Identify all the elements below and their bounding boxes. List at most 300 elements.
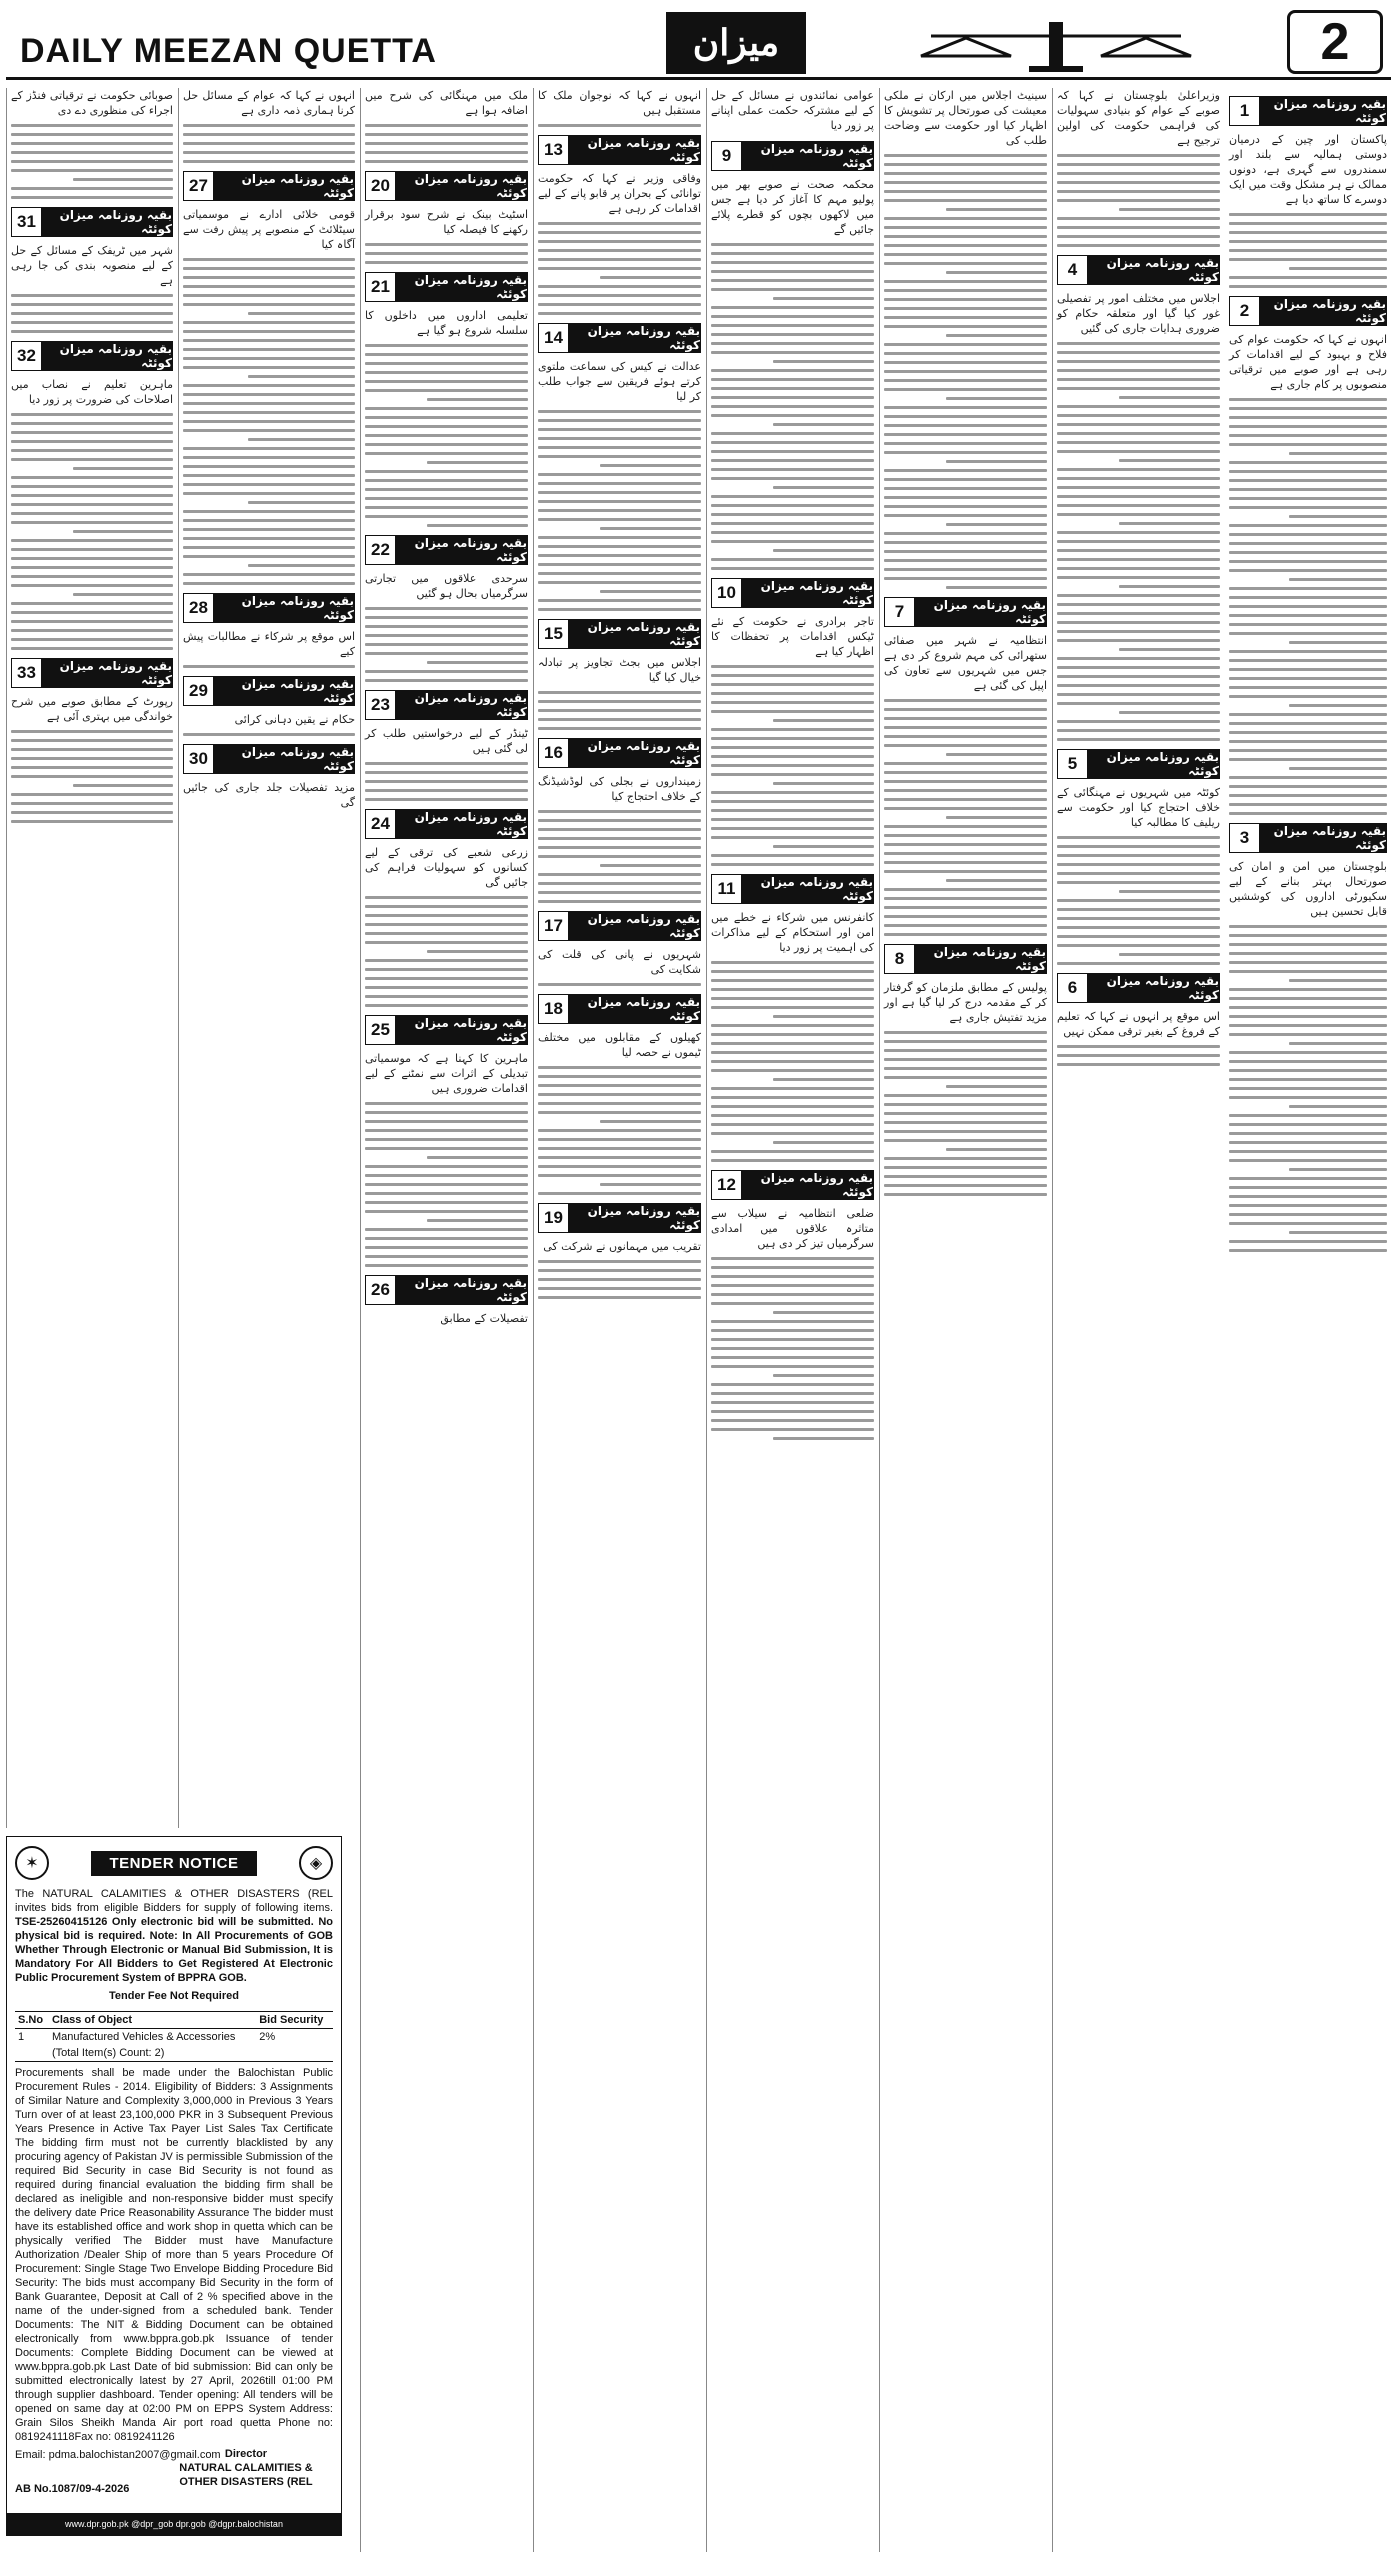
- article-text: [884, 633, 1047, 936]
- continuation-header-12: [711, 1170, 874, 1200]
- tender-email: Email: pdma.balochistan2007@gmail.com: [15, 2449, 221, 2461]
- text-line: [711, 351, 874, 354]
- text-line: [711, 315, 874, 318]
- text-line: [711, 1150, 874, 1153]
- text-line: [1057, 675, 1220, 678]
- text-line: [884, 433, 1047, 436]
- article-first-line: سینیٹ اجلاس میں ارکان نے ملکی معیشت کی صورتحال پر تشویش کا اظہار کیا اور حکومت سے وضاحت طلب کی: [884, 89, 1047, 147]
- text-line: [538, 231, 701, 234]
- text-line: [884, 190, 1047, 193]
- continuation-label: بقیہ روزنامہ میزان کوئٹہ: [396, 273, 527, 301]
- text-line: [11, 548, 173, 551]
- text-line: [711, 1042, 874, 1045]
- text-line: [884, 825, 1047, 828]
- tender-notice: [6, 1836, 342, 2536]
- text-line: [773, 1437, 874, 1440]
- text-line: [1229, 443, 1387, 446]
- text-line: [1229, 1222, 1387, 1225]
- column-5: [533, 88, 705, 2552]
- text-line: [365, 941, 528, 944]
- article-text: [538, 947, 701, 986]
- text-line: [946, 334, 1047, 337]
- text-lines: [711, 665, 874, 866]
- continuation-header-7: [884, 597, 1047, 627]
- text-line: [884, 280, 1047, 283]
- article-text: [538, 655, 701, 730]
- text-line: [1229, 1123, 1387, 1126]
- text-line: [946, 879, 1047, 882]
- text-line: [1289, 767, 1387, 770]
- text-line: [884, 424, 1047, 427]
- text-line: [884, 253, 1047, 256]
- tender-signature: Director NATURAL CALAMITIES & OTHER DISASTERS (REL: [179, 2448, 313, 2488]
- article-text: [365, 571, 528, 682]
- article-text: [1229, 132, 1387, 288]
- text-line: [538, 828, 701, 831]
- continuation-header-10: [711, 578, 874, 608]
- text-line: [183, 151, 355, 154]
- text-line: [1229, 1078, 1387, 1081]
- continuation-label: بقیہ روزنامہ میزان کوئٹہ: [1088, 750, 1219, 778]
- text-line: [1057, 423, 1220, 426]
- text-line: [711, 522, 874, 525]
- text-line: [427, 1219, 528, 1222]
- text-line: [365, 252, 528, 255]
- text-line: [884, 726, 1047, 729]
- text-lines: [538, 983, 701, 986]
- text-line: [365, 1255, 528, 1258]
- text-lines: [538, 124, 701, 127]
- text-line: [183, 546, 355, 549]
- text-line: [711, 279, 874, 282]
- text-line: [538, 900, 701, 903]
- text-line: [1057, 441, 1220, 444]
- continuation-label: بقیہ روزنامہ میزان کوئٹہ: [569, 1204, 700, 1232]
- article-text: [884, 88, 1047, 589]
- text-line: [884, 1031, 1047, 1034]
- text-line: [11, 133, 173, 136]
- continuation-number: 31: [12, 208, 42, 236]
- article-first-line: قومی خلائی ادارے نے موسمیاتی سیٹلائٹ کے منصوبے پر پیش رفت سے آگاہ کیا: [183, 208, 355, 251]
- text-line: [1229, 722, 1387, 725]
- text-line: [711, 961, 874, 964]
- article-first-line: رپورٹ کے مطابق صوبے میں شرح خواندگی میں بہتری آئی ہے: [11, 695, 173, 723]
- text-line: [711, 558, 874, 561]
- newspaper-title: DAILY MEEZAN QUETTA: [20, 32, 437, 70]
- text-line: [1229, 231, 1387, 234]
- text-line: [365, 652, 528, 655]
- text-line: [1229, 249, 1387, 252]
- continuation-header-28: [183, 593, 355, 623]
- continuation-number: 14: [539, 324, 569, 352]
- text-line: [248, 312, 355, 315]
- text-line: [183, 258, 355, 261]
- text-line: [1229, 560, 1387, 563]
- article-first-line: ملک میں مہنگائی کی شرح میں اضافہ ہوا ہے: [365, 89, 528, 117]
- text-line: [365, 959, 528, 962]
- text-line: [11, 757, 173, 760]
- text-line: [1057, 962, 1220, 965]
- text-line: [1229, 623, 1387, 626]
- text-line: [884, 577, 1047, 580]
- text-line: [11, 294, 173, 297]
- text-line: [365, 151, 528, 154]
- text-line: [538, 700, 701, 703]
- text-line: [538, 222, 701, 225]
- text-line: [538, 240, 701, 243]
- text-line: [884, 915, 1047, 918]
- text-line: [1229, 686, 1387, 689]
- article-text: [711, 1206, 874, 1440]
- text-line: [884, 1067, 1047, 1070]
- continuation-number: 4: [1058, 256, 1088, 284]
- text-line: [365, 416, 528, 419]
- text-line: [884, 298, 1047, 301]
- text-line: [1057, 378, 1220, 381]
- text-line: [538, 491, 701, 494]
- text-line: [946, 208, 1047, 211]
- text-line: [884, 316, 1047, 319]
- text-line: [1057, 558, 1220, 561]
- text-line: [1229, 713, 1387, 716]
- continuation-label: بقیہ روزنامہ میزان کوئٹہ: [569, 995, 700, 1023]
- text-line: [711, 1159, 874, 1162]
- text-line: [884, 717, 1047, 720]
- text-line: [884, 541, 1047, 544]
- continuation-label: بقیہ روزنامہ میزان کوئٹہ: [396, 1276, 527, 1304]
- text-line: [11, 539, 173, 542]
- text-line: [1057, 486, 1220, 489]
- article-first-line: ماہرین کا کہنا ہے کہ موسمیاتی تبدیلی کے اثرات سے نمٹنے کے لیے اقدامات ضروری ہیں: [365, 1052, 528, 1095]
- text-line: [711, 1383, 874, 1386]
- text-line: [365, 634, 528, 637]
- text-line: [1229, 479, 1387, 482]
- article-first-line: انہوں نے کہا کہ حکومت عوام کی فلاح و بہبود کے لیے اقدامات کر رہی ہے اور صوبے میں ترقیاتی منصوبوں پر کام جاری ہے: [1229, 333, 1387, 391]
- continuation-label: بقیہ روزنامہ میزان کوئٹہ: [1260, 297, 1386, 325]
- text-line: [711, 459, 874, 462]
- text-line: [884, 343, 1047, 346]
- text-line: [884, 415, 1047, 418]
- text-line: [711, 261, 874, 264]
- text-line: [365, 1174, 528, 1177]
- article-first-line: حکام نے یقین دہانی کرائی: [234, 713, 355, 726]
- text-line: [711, 1401, 874, 1404]
- text-line: [1057, 872, 1220, 875]
- continuation-number: 15: [539, 620, 569, 648]
- text-line: [1229, 605, 1387, 608]
- text-line: [884, 559, 1047, 562]
- article-text: [711, 177, 874, 570]
- text-line: [1057, 845, 1220, 848]
- text-line: [884, 870, 1047, 873]
- text-line: [11, 440, 173, 443]
- text-line: [183, 357, 355, 360]
- text-line: [1229, 952, 1387, 955]
- continuation-number: 29: [184, 677, 214, 705]
- text-lines: [884, 699, 1047, 936]
- continuation-header-21: [365, 272, 528, 302]
- continuation-label: بقیہ روزنامہ میزان کوئٹہ: [1088, 974, 1219, 1002]
- continuation-number: 22: [366, 536, 396, 564]
- text-lines: [11, 124, 173, 199]
- text-line: [1229, 1150, 1387, 1153]
- continuation-label: بقیہ روزنامہ میزان کوئٹہ: [42, 659, 172, 687]
- text-line: [1229, 488, 1387, 491]
- text-line: [1229, 1177, 1387, 1180]
- article-text: [11, 243, 173, 333]
- text-line: [884, 843, 1047, 846]
- text-line: [538, 294, 701, 297]
- tender-items-table: [15, 2011, 333, 2062]
- text-line: [1057, 181, 1220, 184]
- text-line: [183, 303, 355, 306]
- article-first-line: کوئٹہ میں شہریوں نے مہنگائی کے خلاف احتجاج کیا اور حکومت سے ریلیف کا مطالبہ کیا: [1057, 786, 1220, 829]
- text-line: [183, 733, 355, 736]
- text-line: [365, 789, 528, 792]
- continuation-label: بقیہ روزنامہ میزان کوئٹہ: [396, 172, 527, 200]
- text-line: [1057, 612, 1220, 615]
- text-line: [11, 151, 173, 154]
- text-line: [884, 181, 1047, 184]
- text-line: [711, 432, 874, 435]
- text-line: [711, 540, 874, 543]
- text-lines: [183, 733, 355, 736]
- column-6: [360, 88, 532, 2552]
- continuation-label: بقیہ روزنامہ میزان کوئٹہ: [569, 324, 700, 352]
- text-line: [1057, 405, 1220, 408]
- article-text: [711, 88, 874, 133]
- article-first-line: زرعی شعبے کی ترقی کے لیے کسانوں کو سہولیات فراہم کی جائیں گی: [365, 846, 528, 889]
- text-line: [1229, 695, 1387, 698]
- text-line: [538, 819, 701, 822]
- text-line: [711, 441, 874, 444]
- text-line: [884, 451, 1047, 454]
- text-line: [1229, 533, 1387, 536]
- table-header-row: [15, 2012, 333, 2029]
- text-line: [1057, 702, 1220, 705]
- text-line: [1229, 1051, 1387, 1054]
- text-line: [1057, 908, 1220, 911]
- article-first-line: صوبائی حکومت نے ترقیاتی فنڈز کے اجراء کی منظوری دے دی: [11, 89, 173, 117]
- continuation-header-4: [1057, 255, 1220, 285]
- article-first-line: تاجر برادری نے حکومت کے نئے ٹیکس اقدامات پر تحفظات کا اظہار کیا ہے: [711, 615, 874, 658]
- text-line: [1229, 925, 1387, 928]
- text-line: [773, 1311, 874, 1314]
- text-line: [11, 431, 173, 434]
- table-row: 1 Manufactured Vehicles & Accessories 2%: [18, 2031, 276, 2043]
- text-line: [365, 261, 528, 264]
- article-text: [365, 308, 528, 527]
- text-line: [365, 780, 528, 783]
- text-line: [884, 1157, 1047, 1160]
- text-line: [11, 730, 173, 733]
- text-line: [538, 1278, 701, 1281]
- text-line: [183, 142, 355, 145]
- text-line: [538, 1165, 701, 1168]
- text-line: [1229, 276, 1387, 279]
- text-line: [11, 793, 173, 796]
- text-line: [365, 670, 528, 673]
- text-lines: [1057, 1045, 1220, 1066]
- text-line: [1057, 450, 1220, 453]
- text-line: [183, 393, 355, 396]
- text-line: [1229, 785, 1387, 788]
- text-line: [1057, 154, 1220, 157]
- text-line: [73, 467, 173, 470]
- article-text: [538, 1030, 701, 1195]
- text-line: [600, 1183, 701, 1186]
- text-line: [1057, 244, 1220, 247]
- continuation-number: 12: [712, 1171, 742, 1199]
- article-first-line: ضلعی انتظامیہ نے سیلاب سے متاثرہ علاقوں میں امدادی سرگرمیاں تیز کر دی ہیں: [711, 1207, 874, 1250]
- text-line: [711, 773, 874, 776]
- text-line: [365, 443, 528, 446]
- text-line: [884, 262, 1047, 265]
- text-line: [884, 888, 1047, 891]
- text-line: [1057, 863, 1220, 866]
- text-line: [711, 1266, 874, 1269]
- text-line: [73, 784, 173, 787]
- text-line: [183, 276, 355, 279]
- text-line: [1229, 1114, 1387, 1117]
- text-lines: [538, 222, 701, 315]
- text-lines: [538, 810, 701, 903]
- text-line: [711, 1114, 874, 1117]
- continuation-label: بقیہ روزنامہ میزان کوئٹہ: [915, 945, 1046, 973]
- text-line: [365, 679, 528, 682]
- text-line: [183, 294, 355, 297]
- text-line: [538, 599, 701, 602]
- article-first-line: تعلیمی اداروں میں داخلوں کا سلسلہ شروع ہو گیا ہے: [365, 309, 528, 337]
- text-line: [538, 473, 701, 476]
- continuation-number: 10: [712, 579, 742, 607]
- text-line: [711, 836, 874, 839]
- text-line: [365, 488, 528, 491]
- text-line: [11, 422, 173, 425]
- text-line: [365, 896, 528, 899]
- text-line: [1057, 226, 1220, 229]
- text-line: [538, 882, 701, 885]
- text-lines: [365, 344, 528, 527]
- text-line: [365, 407, 528, 410]
- text-line: [884, 1112, 1047, 1115]
- text-line: [946, 1085, 1047, 1088]
- text-lines: [365, 1102, 528, 1267]
- text-line: [1229, 961, 1387, 964]
- tender-fee: Tender Fee Not Required: [109, 1990, 239, 2002]
- continuation-header-27: [183, 171, 355, 201]
- column-4: [706, 88, 878, 2552]
- text-lines: [711, 1257, 874, 1440]
- text-line: [1229, 943, 1387, 946]
- text-line: [773, 782, 874, 785]
- text-line: [183, 420, 355, 423]
- continuation-number: 19: [539, 1204, 569, 1232]
- article-first-line: اس موقع پر شرکاء نے مطالبات پیش کیے: [183, 630, 355, 658]
- text-line: [365, 425, 528, 428]
- text-line: [365, 362, 528, 365]
- text-line: [183, 483, 355, 486]
- text-line: [711, 979, 874, 982]
- text-line: [365, 1111, 528, 1114]
- text-line: [11, 748, 173, 751]
- text-line: [711, 1365, 874, 1368]
- continuation-number: 25: [366, 1016, 396, 1044]
- continuation-number: 33: [12, 659, 42, 687]
- text-line: [183, 133, 355, 136]
- text-line: [11, 521, 173, 524]
- continuation-number: 11: [712, 875, 742, 903]
- text-line: [711, 800, 874, 803]
- continuation-number: 26: [366, 1276, 396, 1304]
- text-line: [11, 611, 173, 614]
- continuation-number: 27: [184, 172, 214, 200]
- text-line: [183, 573, 355, 576]
- text-line: [1119, 953, 1220, 956]
- column-1: [1225, 88, 1391, 2552]
- text-line: [1229, 1069, 1387, 1072]
- text-lines: [365, 896, 528, 1007]
- text-line: [1229, 551, 1387, 554]
- text-line: [1057, 369, 1220, 372]
- text-line: [1057, 630, 1220, 633]
- article-text: [183, 712, 355, 736]
- text-line: [538, 446, 701, 449]
- text-line: [1229, 650, 1387, 653]
- text-line: [365, 1120, 528, 1123]
- text-line: [711, 746, 874, 749]
- continuation-label: بقیہ روزنامہ میزان کوئٹہ: [742, 142, 873, 170]
- text-line: [884, 478, 1047, 481]
- text-line: [11, 494, 173, 497]
- continuation-number: 21: [366, 273, 396, 301]
- text-line: [884, 807, 1047, 810]
- text-line: [1057, 360, 1220, 363]
- text-line: [1057, 190, 1220, 193]
- text-line: [711, 665, 874, 668]
- text-line: [538, 810, 701, 813]
- text-line: [1229, 632, 1387, 635]
- text-line: [1229, 398, 1387, 401]
- text-line: [1119, 648, 1220, 651]
- continuation-label: بقیہ روزنامہ میزان کوئٹہ: [742, 875, 873, 903]
- continuation-number: 20: [366, 172, 396, 200]
- article-first-line: پاکستان اور چین کے درمیان دوستی ہمالیہ سے بلند اور سمندروں سے گہری ہے، دونوں ممالک نے ہر مشکل وقت میں ایک دوسرے کا ساتھ دیا ہے: [1229, 133, 1387, 206]
- text-line: [773, 845, 874, 848]
- text-line: [1057, 163, 1220, 166]
- text-line: [600, 276, 701, 279]
- article-text: [11, 377, 173, 650]
- text-line: [183, 366, 355, 369]
- text-line: [711, 764, 874, 767]
- text-line: [538, 855, 701, 858]
- text-line: [538, 608, 701, 611]
- text-line: [365, 771, 528, 774]
- text-line: [1229, 407, 1387, 410]
- text-line: [1229, 285, 1387, 288]
- text-line: [11, 739, 173, 742]
- text-line: [946, 753, 1047, 756]
- text-line: [365, 1192, 528, 1195]
- text-line: [711, 1428, 874, 1431]
- text-line: [183, 519, 355, 522]
- text-line: [11, 566, 173, 569]
- text-line: [1229, 934, 1387, 937]
- text-line: [711, 396, 874, 399]
- text-line: [884, 532, 1047, 535]
- text-line: [884, 699, 1047, 702]
- text-line: [538, 1102, 701, 1105]
